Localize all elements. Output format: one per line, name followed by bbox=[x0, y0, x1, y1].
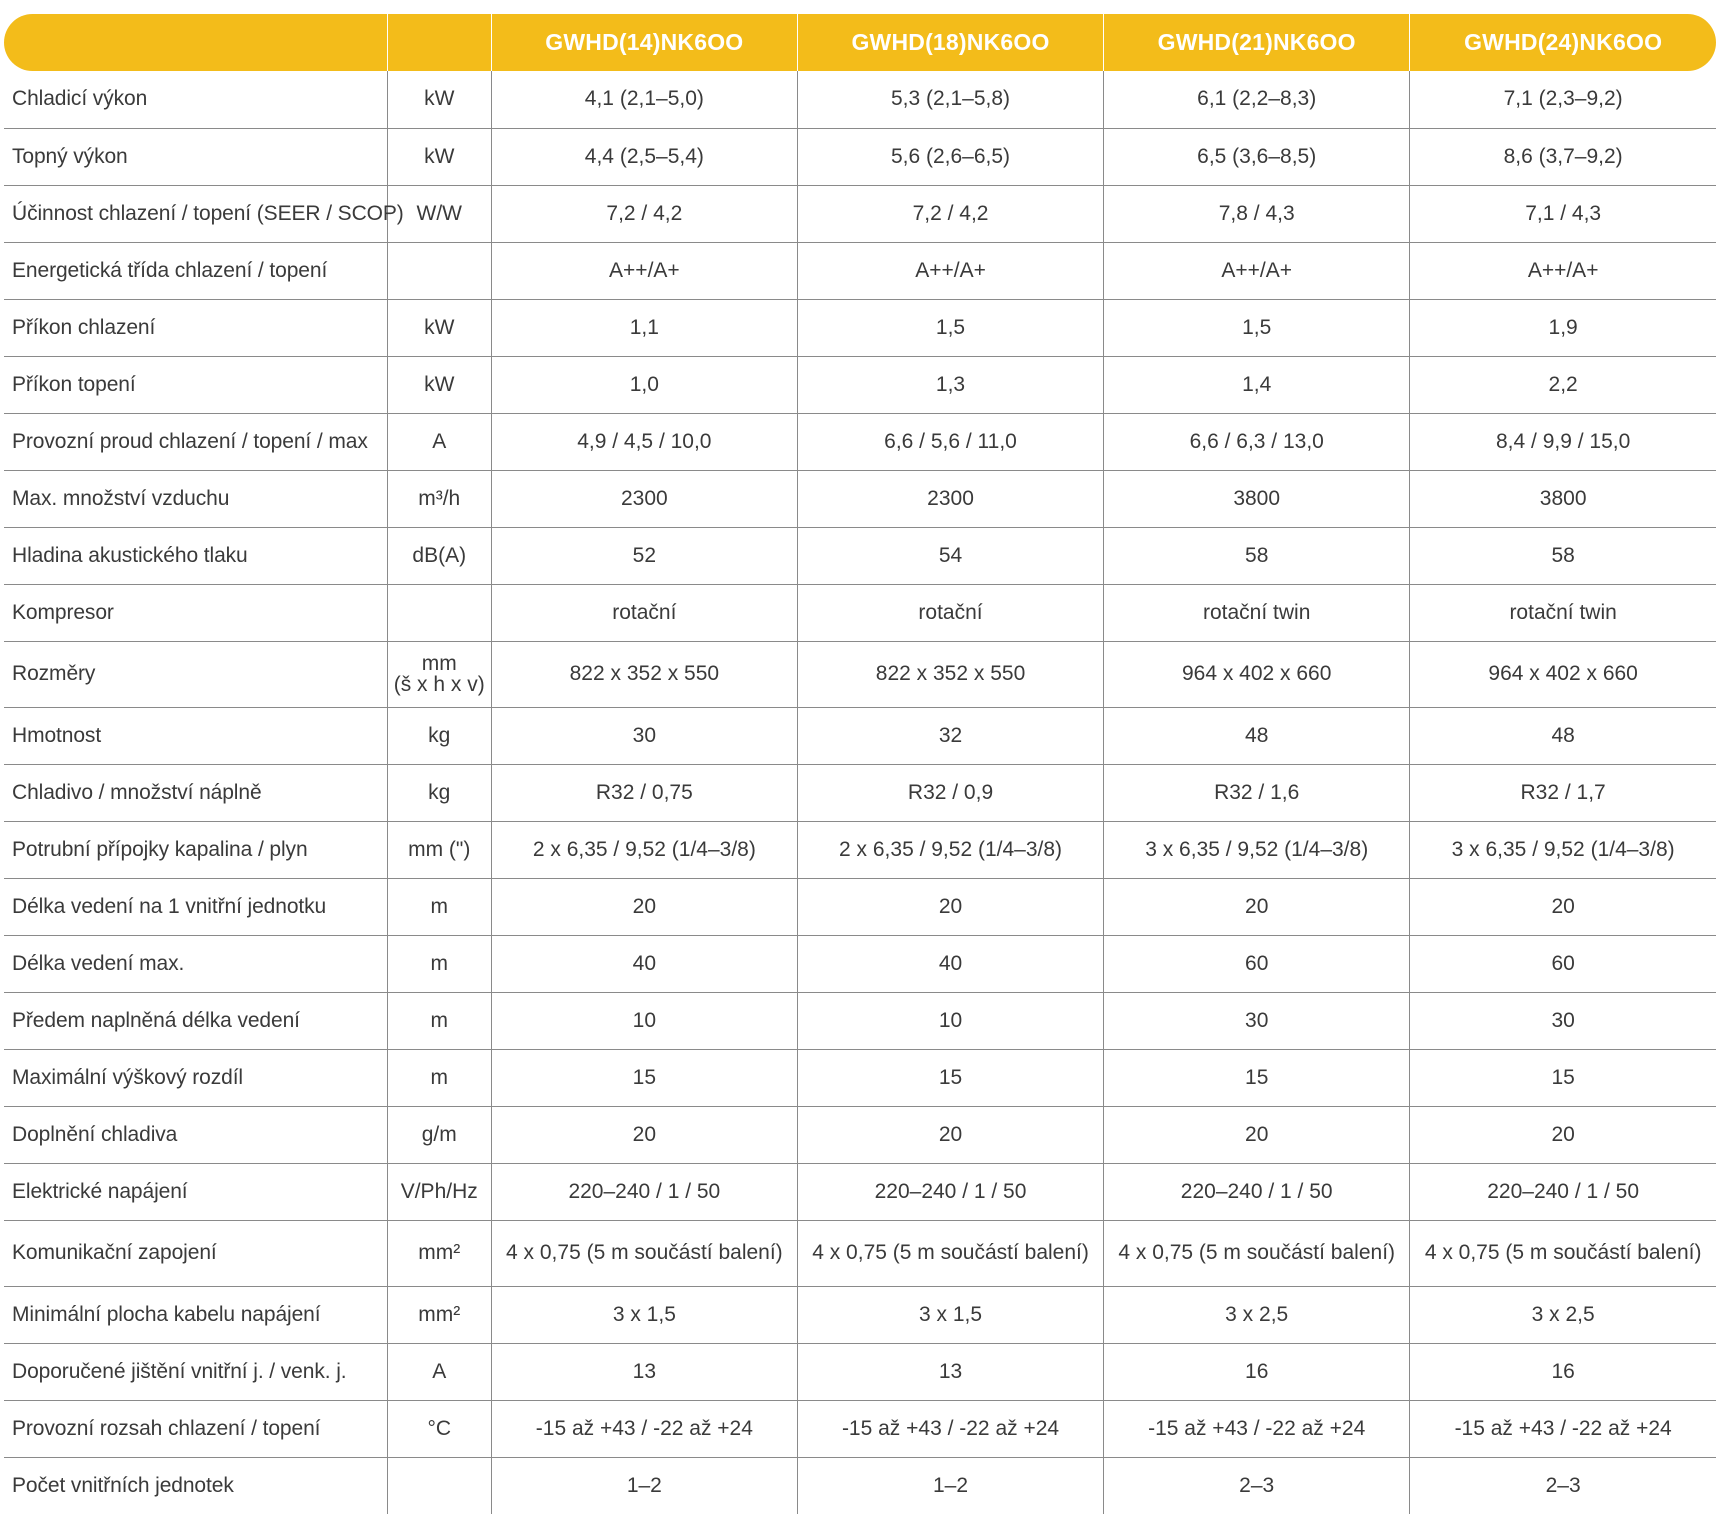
table-row bbox=[4, 299, 1716, 356]
table-row bbox=[4, 527, 1716, 584]
row-value: 60 bbox=[1410, 935, 1716, 992]
table-row bbox=[4, 1400, 1716, 1457]
row-value: 7,1 (2,3–9,2) bbox=[1410, 71, 1716, 128]
row-value: -15 až +43 / -22 až +24 bbox=[1104, 1400, 1410, 1457]
row-value: 4,4 (2,5–5,4) bbox=[491, 128, 797, 185]
row-value: R32 / 1,6 bbox=[1104, 764, 1410, 821]
row-value: 54 bbox=[797, 527, 1103, 584]
row-value: A++/A+ bbox=[1104, 242, 1410, 299]
row-label: Komunikační zapojení bbox=[4, 1220, 387, 1286]
table-row bbox=[4, 71, 1716, 128]
row-unit: V/Ph/Hz bbox=[387, 1163, 491, 1220]
row-unit: mm² bbox=[387, 1286, 491, 1343]
table-row bbox=[4, 584, 1716, 641]
row-value: 3800 bbox=[1104, 470, 1410, 527]
row-label: Chladivo / množství náplně bbox=[4, 764, 387, 821]
row-value: 48 bbox=[1104, 707, 1410, 764]
row-value: 20 bbox=[491, 1106, 797, 1163]
row-value: 7,1 / 4,3 bbox=[1410, 185, 1716, 242]
table-row bbox=[4, 413, 1716, 470]
row-label: Rozměry bbox=[4, 641, 387, 707]
row-value: 1,5 bbox=[797, 299, 1103, 356]
header-model: GWHD(24)NK6OO bbox=[1410, 14, 1716, 71]
row-value: 20 bbox=[797, 1106, 1103, 1163]
table-row bbox=[4, 1106, 1716, 1163]
table-row bbox=[4, 1286, 1716, 1343]
row-value: 15 bbox=[1104, 1049, 1410, 1106]
row-label: Chladicí výkon bbox=[4, 71, 387, 128]
row-value: 4 x 0,75 (5 m součástí balení) bbox=[491, 1220, 797, 1286]
row-value: 20 bbox=[1104, 878, 1410, 935]
row-value: 4,9 / 4,5 / 10,0 bbox=[491, 413, 797, 470]
row-label: Účinnost chlazení / topení (SEER / SCOP) bbox=[4, 185, 387, 242]
row-label: Počet vnitřních jednotek bbox=[12, 1473, 234, 1497]
row-value: 822 x 352 x 550 bbox=[797, 641, 1103, 707]
row-value: rotační twin bbox=[1104, 584, 1410, 641]
table-row bbox=[4, 764, 1716, 821]
row-value: 4 x 0,75 (5 m součástí balení) bbox=[1104, 1220, 1410, 1286]
row-value: 32 bbox=[797, 707, 1103, 764]
table-row bbox=[4, 1220, 1716, 1286]
row-unit: mm (") bbox=[387, 821, 491, 878]
row-value: 7,2 / 4,2 bbox=[491, 185, 797, 242]
row-value: 13 bbox=[797, 1343, 1103, 1400]
table-row bbox=[4, 641, 1716, 707]
row-unit: W/W bbox=[387, 185, 491, 242]
row-label: Délka vedení na 1 vnitřní jednotku bbox=[4, 878, 387, 935]
header-model: GWHD(14)NK6OO bbox=[491, 14, 797, 71]
row-value: 3 x 1,5 bbox=[491, 1286, 797, 1343]
table-row bbox=[4, 935, 1716, 992]
row-unit: °C bbox=[387, 1400, 491, 1457]
table-row bbox=[4, 1457, 1716, 1514]
table-row bbox=[4, 992, 1716, 1049]
row-value: rotační twin bbox=[1410, 584, 1716, 641]
row-unit: kW bbox=[387, 356, 491, 413]
row-unit bbox=[387, 1457, 491, 1514]
table-row bbox=[4, 470, 1716, 527]
row-label: Délka vedení max. bbox=[4, 935, 387, 992]
row-value: 1,9 bbox=[1410, 299, 1716, 356]
row-value: 2 x 6,35 / 9,52 (1/4–3/8) bbox=[491, 821, 797, 878]
row-value: 16 bbox=[1410, 1343, 1716, 1400]
row-value: A++/A+ bbox=[797, 242, 1103, 299]
row-value: 3 x 6,35 / 9,52 (1/4–3/8) bbox=[1410, 821, 1716, 878]
row-value: rotační bbox=[491, 584, 797, 641]
row-value: 220–240 / 1 / 50 bbox=[1104, 1163, 1410, 1220]
row-value: 1,0 bbox=[491, 356, 797, 413]
row-label: Topný výkon bbox=[4, 128, 387, 185]
table-row bbox=[4, 707, 1716, 764]
row-unit: A bbox=[387, 413, 491, 470]
row-value: 1,5 bbox=[1104, 299, 1410, 356]
row-unit: g/m bbox=[387, 1106, 491, 1163]
row-value: 2,2 bbox=[1410, 356, 1716, 413]
table-row bbox=[4, 821, 1716, 878]
row-value: 15 bbox=[491, 1049, 797, 1106]
row-value: 20 bbox=[797, 878, 1103, 935]
row-label: Max. množství vzduchu bbox=[4, 470, 387, 527]
row-label: Energetická třída chlazení / topení bbox=[4, 242, 387, 299]
row-value: 2300 bbox=[491, 470, 797, 527]
row-value: 20 bbox=[491, 878, 797, 935]
row-value: 30 bbox=[1104, 992, 1410, 1049]
row-label: Elektrické napájení bbox=[4, 1163, 387, 1220]
header-model: GWHD(18)NK6OO bbox=[797, 14, 1103, 71]
row-value: R32 / 1,7 bbox=[1410, 764, 1716, 821]
row-value: 20 bbox=[1104, 1106, 1410, 1163]
row-value: 6,6 / 6,3 / 13,0 bbox=[1104, 413, 1410, 470]
row-value: 3 x 2,5 bbox=[1104, 1286, 1410, 1343]
row-unit: kW bbox=[387, 299, 491, 356]
row-label: Příkon topení bbox=[4, 356, 387, 413]
row-label: Provozní proud chlazení / topení / max bbox=[4, 413, 387, 470]
row-value: 10 bbox=[491, 992, 797, 1049]
row-unit-line: mm bbox=[421, 652, 457, 675]
row-value: 8,6 (3,7–9,2) bbox=[1410, 128, 1716, 185]
row-value: 20 bbox=[1410, 878, 1716, 935]
row-label: Předem naplněná délka vedení bbox=[4, 992, 387, 1049]
table-row bbox=[4, 1049, 1716, 1106]
row-value: 10 bbox=[797, 992, 1103, 1049]
row-unit: m³/h bbox=[387, 470, 491, 527]
row-value: 1–2 bbox=[491, 1457, 797, 1514]
row-value: 40 bbox=[491, 935, 797, 992]
row-value: 8,4 / 9,9 / 15,0 bbox=[1410, 413, 1716, 470]
row-value: 220–240 / 1 / 50 bbox=[491, 1163, 797, 1220]
row-value: 1,3 bbox=[797, 356, 1103, 413]
row-value: 16 bbox=[1104, 1343, 1410, 1400]
row-value: -15 až +43 / -22 až +24 bbox=[797, 1400, 1103, 1457]
row-value: 1–2 bbox=[797, 1457, 1103, 1514]
row-unit bbox=[387, 641, 491, 707]
table-row bbox=[4, 128, 1716, 185]
row-unit: kg bbox=[387, 764, 491, 821]
spec-table bbox=[4, 14, 1716, 1514]
row-label: Hmotnost bbox=[4, 707, 387, 764]
header-label-cell bbox=[4, 14, 387, 71]
row-value: 52 bbox=[491, 527, 797, 584]
row-unit: kW bbox=[387, 128, 491, 185]
row-value: 220–240 / 1 / 50 bbox=[797, 1163, 1103, 1220]
row-unit: kW bbox=[387, 71, 491, 128]
row-value: 964 x 402 x 660 bbox=[1410, 641, 1716, 707]
row-value: 2–3 bbox=[1410, 1457, 1716, 1514]
row-value: 220–240 / 1 / 50 bbox=[1410, 1163, 1716, 1220]
row-value: 7,2 / 4,2 bbox=[797, 185, 1103, 242]
row-value: 2300 bbox=[797, 470, 1103, 527]
row-value: 7,8 / 4,3 bbox=[1104, 185, 1410, 242]
row-value: 5,6 (2,6–6,5) bbox=[797, 128, 1103, 185]
table-row bbox=[4, 878, 1716, 935]
row-value: 40 bbox=[797, 935, 1103, 992]
row-value: -15 až +43 / -22 až +24 bbox=[1410, 1400, 1716, 1457]
row-value: 30 bbox=[491, 707, 797, 764]
row-value: 20 bbox=[1410, 1106, 1716, 1163]
row-unit: m bbox=[387, 935, 491, 992]
row-value: A++/A+ bbox=[491, 242, 797, 299]
table-row bbox=[4, 242, 1716, 299]
row-label: Doporučené jištění vnitřní j. / venk. j. bbox=[4, 1343, 387, 1400]
row-value: 1,4 bbox=[1104, 356, 1410, 413]
table-body bbox=[4, 71, 1716, 1514]
row-value: 1,1 bbox=[491, 299, 797, 356]
row-value: 964 x 402 x 660 bbox=[1104, 641, 1410, 707]
row-value: 4 x 0,75 (5 m součástí balení) bbox=[797, 1220, 1103, 1286]
row-value: 6,6 / 5,6 / 11,0 bbox=[797, 413, 1103, 470]
row-value: 3 x 1,5 bbox=[797, 1286, 1103, 1343]
row-value: 15 bbox=[797, 1049, 1103, 1106]
row-label: Kompresor bbox=[4, 584, 387, 641]
row-label: Potrubní přípojky kapalina / plyn bbox=[4, 821, 387, 878]
row-label: Minimální plocha kabelu napájení bbox=[4, 1286, 387, 1343]
row-value: 30 bbox=[1410, 992, 1716, 1049]
header-unit-cell bbox=[387, 14, 491, 71]
row-value: 4,1 (2,1–5,0) bbox=[491, 71, 797, 128]
row-value: rotační bbox=[797, 584, 1103, 641]
header-model: GWHD(21)NK6OO bbox=[1104, 14, 1410, 71]
row-label: Maximální výškový rozdíl bbox=[4, 1049, 387, 1106]
table-row bbox=[4, 1163, 1716, 1220]
table-row bbox=[4, 356, 1716, 413]
row-unit: A bbox=[387, 1343, 491, 1400]
row-value: 6,5 (3,6–8,5) bbox=[1104, 128, 1410, 185]
row-value: -15 až +43 / -22 až +24 bbox=[491, 1400, 797, 1457]
row-value: 3 x 2,5 bbox=[1410, 1286, 1716, 1343]
row-value: R32 / 0,9 bbox=[797, 764, 1103, 821]
row-label: Příkon chlazení bbox=[4, 299, 387, 356]
row-value: 4 x 0,75 (5 m součástí balení) bbox=[1410, 1220, 1716, 1286]
row-unit bbox=[387, 584, 491, 641]
row-value: 6,1 (2,2–8,3) bbox=[1104, 71, 1410, 128]
table-row bbox=[4, 1343, 1716, 1400]
row-value: 2 x 6,35 / 9,52 (1/4–3/8) bbox=[797, 821, 1103, 878]
row-unit-line: (š x h x v) bbox=[393, 673, 485, 696]
row-value: 15 bbox=[1410, 1049, 1716, 1106]
row-unit: m bbox=[387, 878, 491, 935]
row-unit: kg bbox=[387, 707, 491, 764]
row-label: Doplnění chladiva bbox=[4, 1106, 387, 1163]
row-value: 58 bbox=[1410, 527, 1716, 584]
row-unit: m bbox=[387, 1049, 491, 1106]
row-value: R32 / 0,75 bbox=[491, 764, 797, 821]
row-value: 3800 bbox=[1410, 470, 1716, 527]
table-header-row bbox=[4, 14, 1716, 71]
row-value: 3 x 6,35 / 9,52 (1/4–3/8) bbox=[1104, 821, 1410, 878]
row-value: 58 bbox=[1104, 527, 1410, 584]
row-unit bbox=[387, 242, 491, 299]
row-value: 13 bbox=[491, 1343, 797, 1400]
row-value: A++/A+ bbox=[1410, 242, 1716, 299]
row-value: 48 bbox=[1410, 707, 1716, 764]
table-row bbox=[4, 185, 1716, 242]
row-value: 5,3 (2,1–5,8) bbox=[797, 71, 1103, 128]
row-unit: m bbox=[387, 992, 491, 1049]
row-value: 60 bbox=[1104, 935, 1410, 992]
row-label: Provozní rozsah chlazení / topení bbox=[4, 1400, 387, 1457]
row-unit: dB(A) bbox=[387, 527, 491, 584]
row-label: Hladina akustického tlaku bbox=[4, 527, 387, 584]
row-unit: mm² bbox=[387, 1220, 491, 1286]
row-value: 2–3 bbox=[1104, 1457, 1410, 1514]
row-value: 822 x 352 x 550 bbox=[491, 641, 797, 707]
